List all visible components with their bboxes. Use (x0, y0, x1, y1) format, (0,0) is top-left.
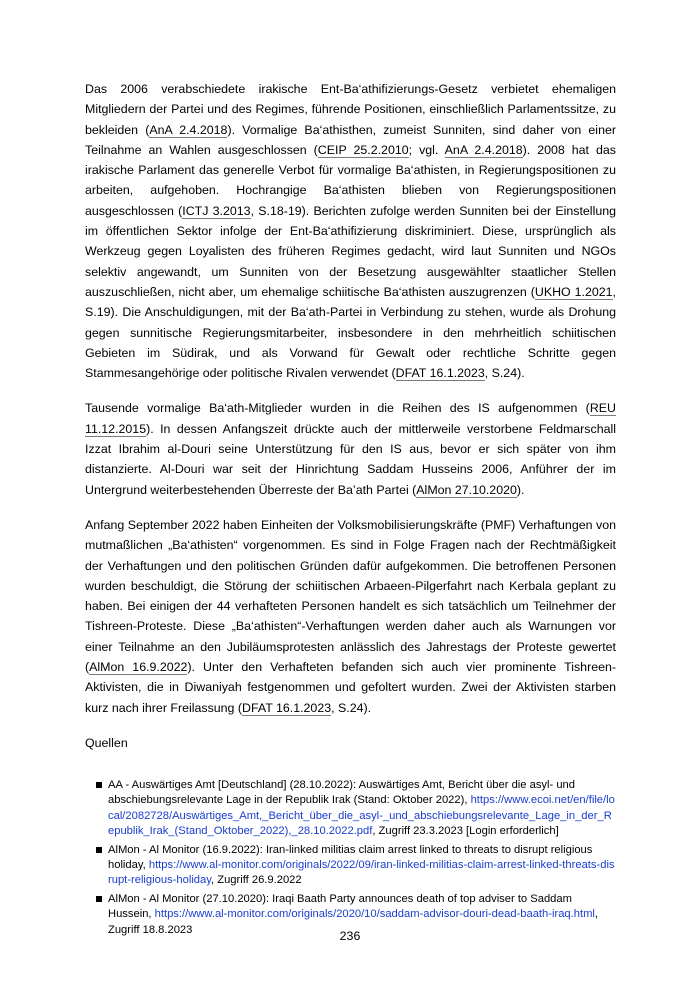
paragraph-text: ). Vormalige Ba‘athisthen, zumeist Sunniten, sind daher von einer Teilnahme an Wahlen ausgeschlossen ( (85, 122, 616, 157)
source-url-link[interactable]: https://www.al-monitor.com/originals/2020/10/saddam-advisor-douri-dead-baath-iraq.html (154, 908, 595, 921)
paragraph-text: Das 2006 verabschiedete irakische Ent-Ba‘athifizierungs-Gesetz verbietet ehemaligen Mitgliedern der Partei und des Regimes, führende Positionen, einschließlich Parlamentssitze, zu bekleiden ( (85, 82, 616, 137)
paragraph-text: ). Unter den Verhafteten befanden sich auch vier prominente Tishreen-Aktivisten, die in Diwaniyah festgenommen und gefoltert wurden. Zwei der Aktivisten starben kurz nach ihrer Freilassung ( (85, 660, 616, 715)
citation-link[interactable]: DFAT 16.1.2023 (395, 366, 485, 381)
source-url-link[interactable]: https://www.al-monitor.com/originals/2022/09/iran-linked-militias-claim-arrest-linked-threats-disrupt-religious-holiday (108, 858, 615, 887)
citation-link[interactable]: UKHO 1.2021 (534, 284, 613, 299)
source-access-date: , Zugriff 26.9.2022 (211, 874, 302, 887)
paragraph-text: , S.18-19). Berichten zufolge werden Sunniten bei der Einstellung im öffentlichen Sektor infolge der Ent-Ba‘athifizierung diskriminiert. Diese, ursprünglich als Werkzeug gegen Loyalisten des früheren Regimes gedacht, wird laut Sunniten und NGOs selektiv angewandt, um Sunniten von der Besetzung ausgewählter staatlicher Stellen auszuschließen, nicht aber, um ehemalige schiitische Ba‘athisten auszugrenzen ( (85, 203, 616, 299)
source-access-date: , Zugriff 23.3.2023 [Login erforderlich] (372, 825, 559, 838)
page-number: 236 (339, 929, 361, 943)
body-paragraph (85, 79, 616, 383)
source-text: AlMon - Al Monitor (16.9.2022): Iran-linked militias claim arrest linked to threats to disrupt religious holiday, (108, 843, 593, 871)
source-text: AA - Auswärtiges Amt [Deutschland] (28.10.2022): Auswärtiges Amt, Bericht über die asyl- und abschiebungsrelevante Lage in der Republik Irak (Stand: Oktober 2022), (108, 778, 576, 807)
body-paragraph (85, 515, 616, 718)
paragraph-text: , S.24). (331, 700, 372, 715)
sources-heading: Quellen (85, 735, 128, 750)
square-bullet-icon (96, 782, 102, 788)
paragraph-text: ). (516, 482, 525, 497)
square-bullet-icon (96, 847, 102, 853)
page-body (85, 79, 616, 941)
paragraphs (85, 79, 616, 718)
citation-link[interactable]: ICTJ 3.2013 (182, 203, 251, 218)
paragraph-text: ; vgl. (408, 142, 445, 157)
citation-link[interactable]: AlMon 16.9.2022 (89, 660, 188, 675)
square-bullet-icon (96, 896, 102, 902)
paragraph-text: ). 2008 hat das irakische Parlament das generelle Verbot für vormalige Ba‘athisten, in Regierungspositionen zu arbeiten, aufgehoben. Hochrangige Ba‘athisten blieben von Regierungspositionen ausgeschlossen ( (85, 142, 616, 218)
source-url-link[interactable]: https://www.ecoi.net/en/file/local/2082728/Auswärtiges_Amt,_Bericht_über_die_asyl-_und_abschiebungsrelevante_Lage_in_der_Republik_Irak_(Stand_Oktober_2022),_28.10.2022.pdf (108, 794, 615, 838)
source-text: AlMon - Al Monitor (27.10.2020): Iraqi Baath Party announces death of top adviser to Saddam Hussein, (108, 892, 572, 921)
paragraph-text: , S.19). Die Anschuldigungen, mit der Ba‘ath-Partei in Verbindung zu stehen, wurde als Drohung gegen sunnitische Regierungsmitarbeiter, insbesondere in den mehrheitlich schiitischen Gebieten im Südirak, und als Vorwand für Gewalt oder rechtliche Schritte gegen Stammesangehörige oder politische Rivalen verwendet ( (85, 284, 616, 381)
citation-link[interactable]: AnA 2.4.2018 (444, 142, 523, 157)
citation-link[interactable]: CEIP 25.2.2010 (317, 142, 409, 157)
source-item (96, 778, 616, 840)
paragraph-text: ). In dessen Anfangszeit drückte auch der mittlerweile verstorbene Feldmarschall Izzat Ibrahim al-Douri seine Unterstützung für den IS aus, bevor er sich später von ihm distanzierte. Al-Douri war seit der Hinrichtung Saddam Husseins 2006, Anführer der im Untergrund weiterbestehenden Überreste der Ba’ath Partei ( (85, 421, 616, 497)
citation-link[interactable]: AlMon 27.10.2020 (416, 482, 517, 497)
citation-link[interactable]: REU 11.12.2015 (85, 401, 616, 436)
sources-list (85, 778, 616, 938)
paragraph-text: Tausende vormalige Ba‘ath-Mitglieder wurden in die Reihen des IS aufgenommen ( (85, 401, 590, 416)
source-item (96, 843, 616, 889)
paragraph-text: Anfang September 2022 haben Einheiten der Volksmobilisierungskräfte (PMF) Verhaftungen von mutmaßlichen „Ba‘athisten“ vorgenommen. Es sind in Folge Fragen nach der Rechtmäßigkeit der Verhaftungen und den politischen Gründen dafür aufgekommen. Die betroffenen Personen wurden beschuldigt, die Störung der schiitischen Arbaeen-Pilgerfahrt nach Kerbala geplant zu haben. Bei einigen der 44 verhafteten Personen handelt es sich tatsächlich um Teilnehmer der Tishreen-Proteste. Diese „Ba‘athisten“-Verhaftungen werden daher auch als Warnungen vor einer Teilnahme an den Jubiläumsprotesten anlässlich des Jahrestags der Proteste gewertet ( (85, 517, 616, 675)
source-access-date: , Zugriff 18.8.2023 (108, 908, 598, 936)
body-paragraph (85, 398, 616, 499)
citation-link[interactable]: DFAT 16.1.2023 (242, 700, 332, 715)
paragraph-text: , S.24). (484, 366, 525, 381)
citation-link[interactable]: AnA 2.4.2018 (149, 122, 228, 137)
